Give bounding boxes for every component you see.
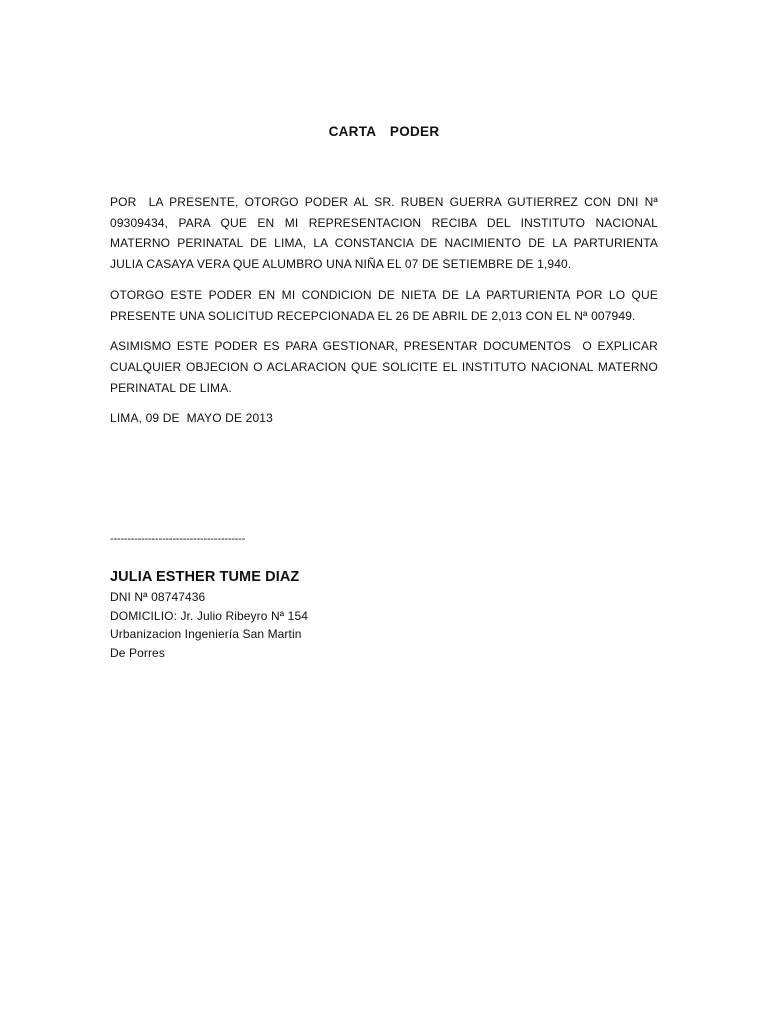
paragraph-condition: OTORGO ESTE PODER EN MI CONDICION DE NIETA DE LA PARTURIENTA POR LO QUE PRESENTE UNA SOLICITUD RECEPCIONADA EL 26 DE ABRIL DE 2,013 CON EL Nª 007949.	[110, 287, 658, 323]
paragraph-scope: ASIMISMO ESTE PODER ES PARA GESTIONAR, PRESENTAR DOCUMENTOS O EXPLICAR CUALQUIER OBJECION O ACLARACION QUE SOLICITE EL INSTITUTO NACIONAL MATERNO PERINATAL DE LIMA.	[110, 339, 662, 395]
date-line: LIMA, 09 DE MAYO DE 2013	[110, 411, 273, 426]
document-title: CARTA PODER	[328, 124, 440, 139]
signer-name: JULIA ESTHER TUME DIAZ	[110, 569, 300, 585]
paragraph-grant-of-power: POR LA PRESENTE, OTORGO PODER AL SR. RUBEN GUERRA GUTIERREZ CON DNI Nª 09309434, PARA QUE EN MI REPRESENTACION RECIBA DEL INSTITUTO NACIONAL MATERNO PERINATAL DE LIMA, LA CONSTANCIA DE NACIMIENTO DE LA PARTURIENTA JULIA CASAYA VERA QUE ALUMBRO UNA NIÑA EL 07 DE SETIEMBRE DE 1,940.	[110, 195, 662, 272]
signer-address-line-1: Urbanizacion Ingeniería San Martin	[110, 627, 302, 641]
signer-domicilio: DOMICILIO: Jr. Julio Ribeyro Nª 154	[110, 608, 309, 623]
document-body	[110, 192, 662, 429]
signature-line: ---------------------------------------	[110, 533, 246, 545]
signer-address-line-2: De Porres	[110, 645, 165, 660]
signer-block	[110, 566, 308, 662]
signer-dni: DNI Nª 08747436	[110, 590, 206, 604]
